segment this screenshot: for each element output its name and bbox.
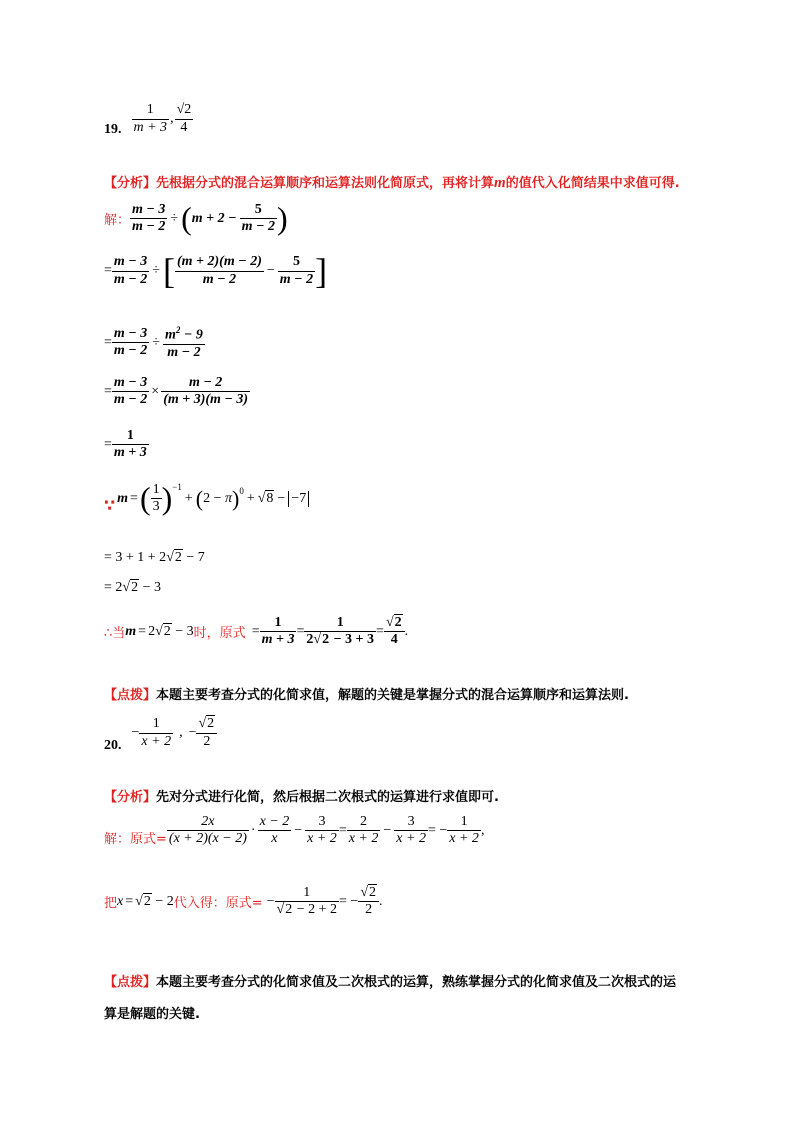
q19-step-3: = $\frac{m - 3}{m - 2}$ ÷ $\frac{m^2 - 9}{m - 2}$: [104, 325, 203, 360]
q20-answer-line: 20. − $\frac{1}{x + 2}$ , − $\frac{√2}{2}$: [104, 712, 217, 754]
q19-answer-line: 19. $\frac{1}{m + 3}$ , $\frac{√2}{4}$: [104, 102, 192, 137]
q20-comment: 【点拨】本题主要考查分式的化简求值及二次根式的运算，熟练掌握分式的化简求值及二次根式的运 算是解题的关键.: [104, 975, 677, 1022]
q19-analysis: 【分析】先根据分式的混合运算顺序和运算法则化简原式，再将计算m的值代入化简结果中求值可得.: [104, 175, 680, 191]
q20-analysis: 【分析】先对分式进行化简，然后根据二次根式的运算进行求值即可.: [104, 790, 499, 805]
q19-step-1: 解： $\frac{m - 3}{m - 2}$ ÷ ( m + 2 − $\frac{5}{m - 2}$ ): [104, 200, 288, 236]
q20-number: 20.: [104, 738, 122, 753]
q19-m-step-2: = 2√2 − 3: [104, 580, 161, 595]
q19-comment: 【点拨】本题主要考查分式的化简求值，解题的关键是掌握分式的混合运算顺序和运算法则.: [104, 688, 629, 703]
q20-substitute: 把 x = √2 − 2 代入得：原式= − $\frac{1}{√2 - 2 + 2}$ = − $\frac{√2}{2}$ .: [104, 885, 383, 918]
q19-m-definition: ∵ m = ( $\frac{1}{3}$ ) −1 + ( 2 − π ) 0 + √8 − −7: [104, 480, 309, 517]
q19-step-4: = $\frac{m - 3}{m - 2}$ × $\frac{m - 2}{(m + 3)(m - 3)}$: [104, 375, 249, 408]
q19-answer-fraction-1: $\frac{1}{m + 3}$: [133, 102, 168, 135]
q20-solution: 解：原式= $\frac{2x}{(x + 2)(x - 2)}$ · $\frac{x - 2}{x}$ − $\frac{3}{x + 2}$ = $\frac{2}{x + 2}$ − $\frac{3}{x + 2}$ = − $\frac{1}{x + 2}$ ,: [104, 814, 485, 848]
q19-m-step-1: = 3 + 1 + 2√2 − 7: [104, 550, 205, 565]
q19-conclusion: ∴当 m = 2√2 − 3 时，原式 = $\frac{1}{m + 3}$ = $\frac{1}{2√2 - 3 + 3}$ = $\frac{√2}{4}$ .: [104, 615, 409, 648]
q19-step-5: = $\frac{1}{m + 3}$: [104, 428, 147, 461]
q19-answer-fraction-2: $\frac{√2}{4}$: [176, 102, 192, 135]
q19-step-2: = $\frac{m - 3}{m - 2}$ ÷ [ $\frac{(m + 2)(m - 2)}{m - 2}$ − $\frac{5}{m - 2}$ ]: [104, 251, 328, 291]
q19-number: 19.: [104, 122, 122, 137]
